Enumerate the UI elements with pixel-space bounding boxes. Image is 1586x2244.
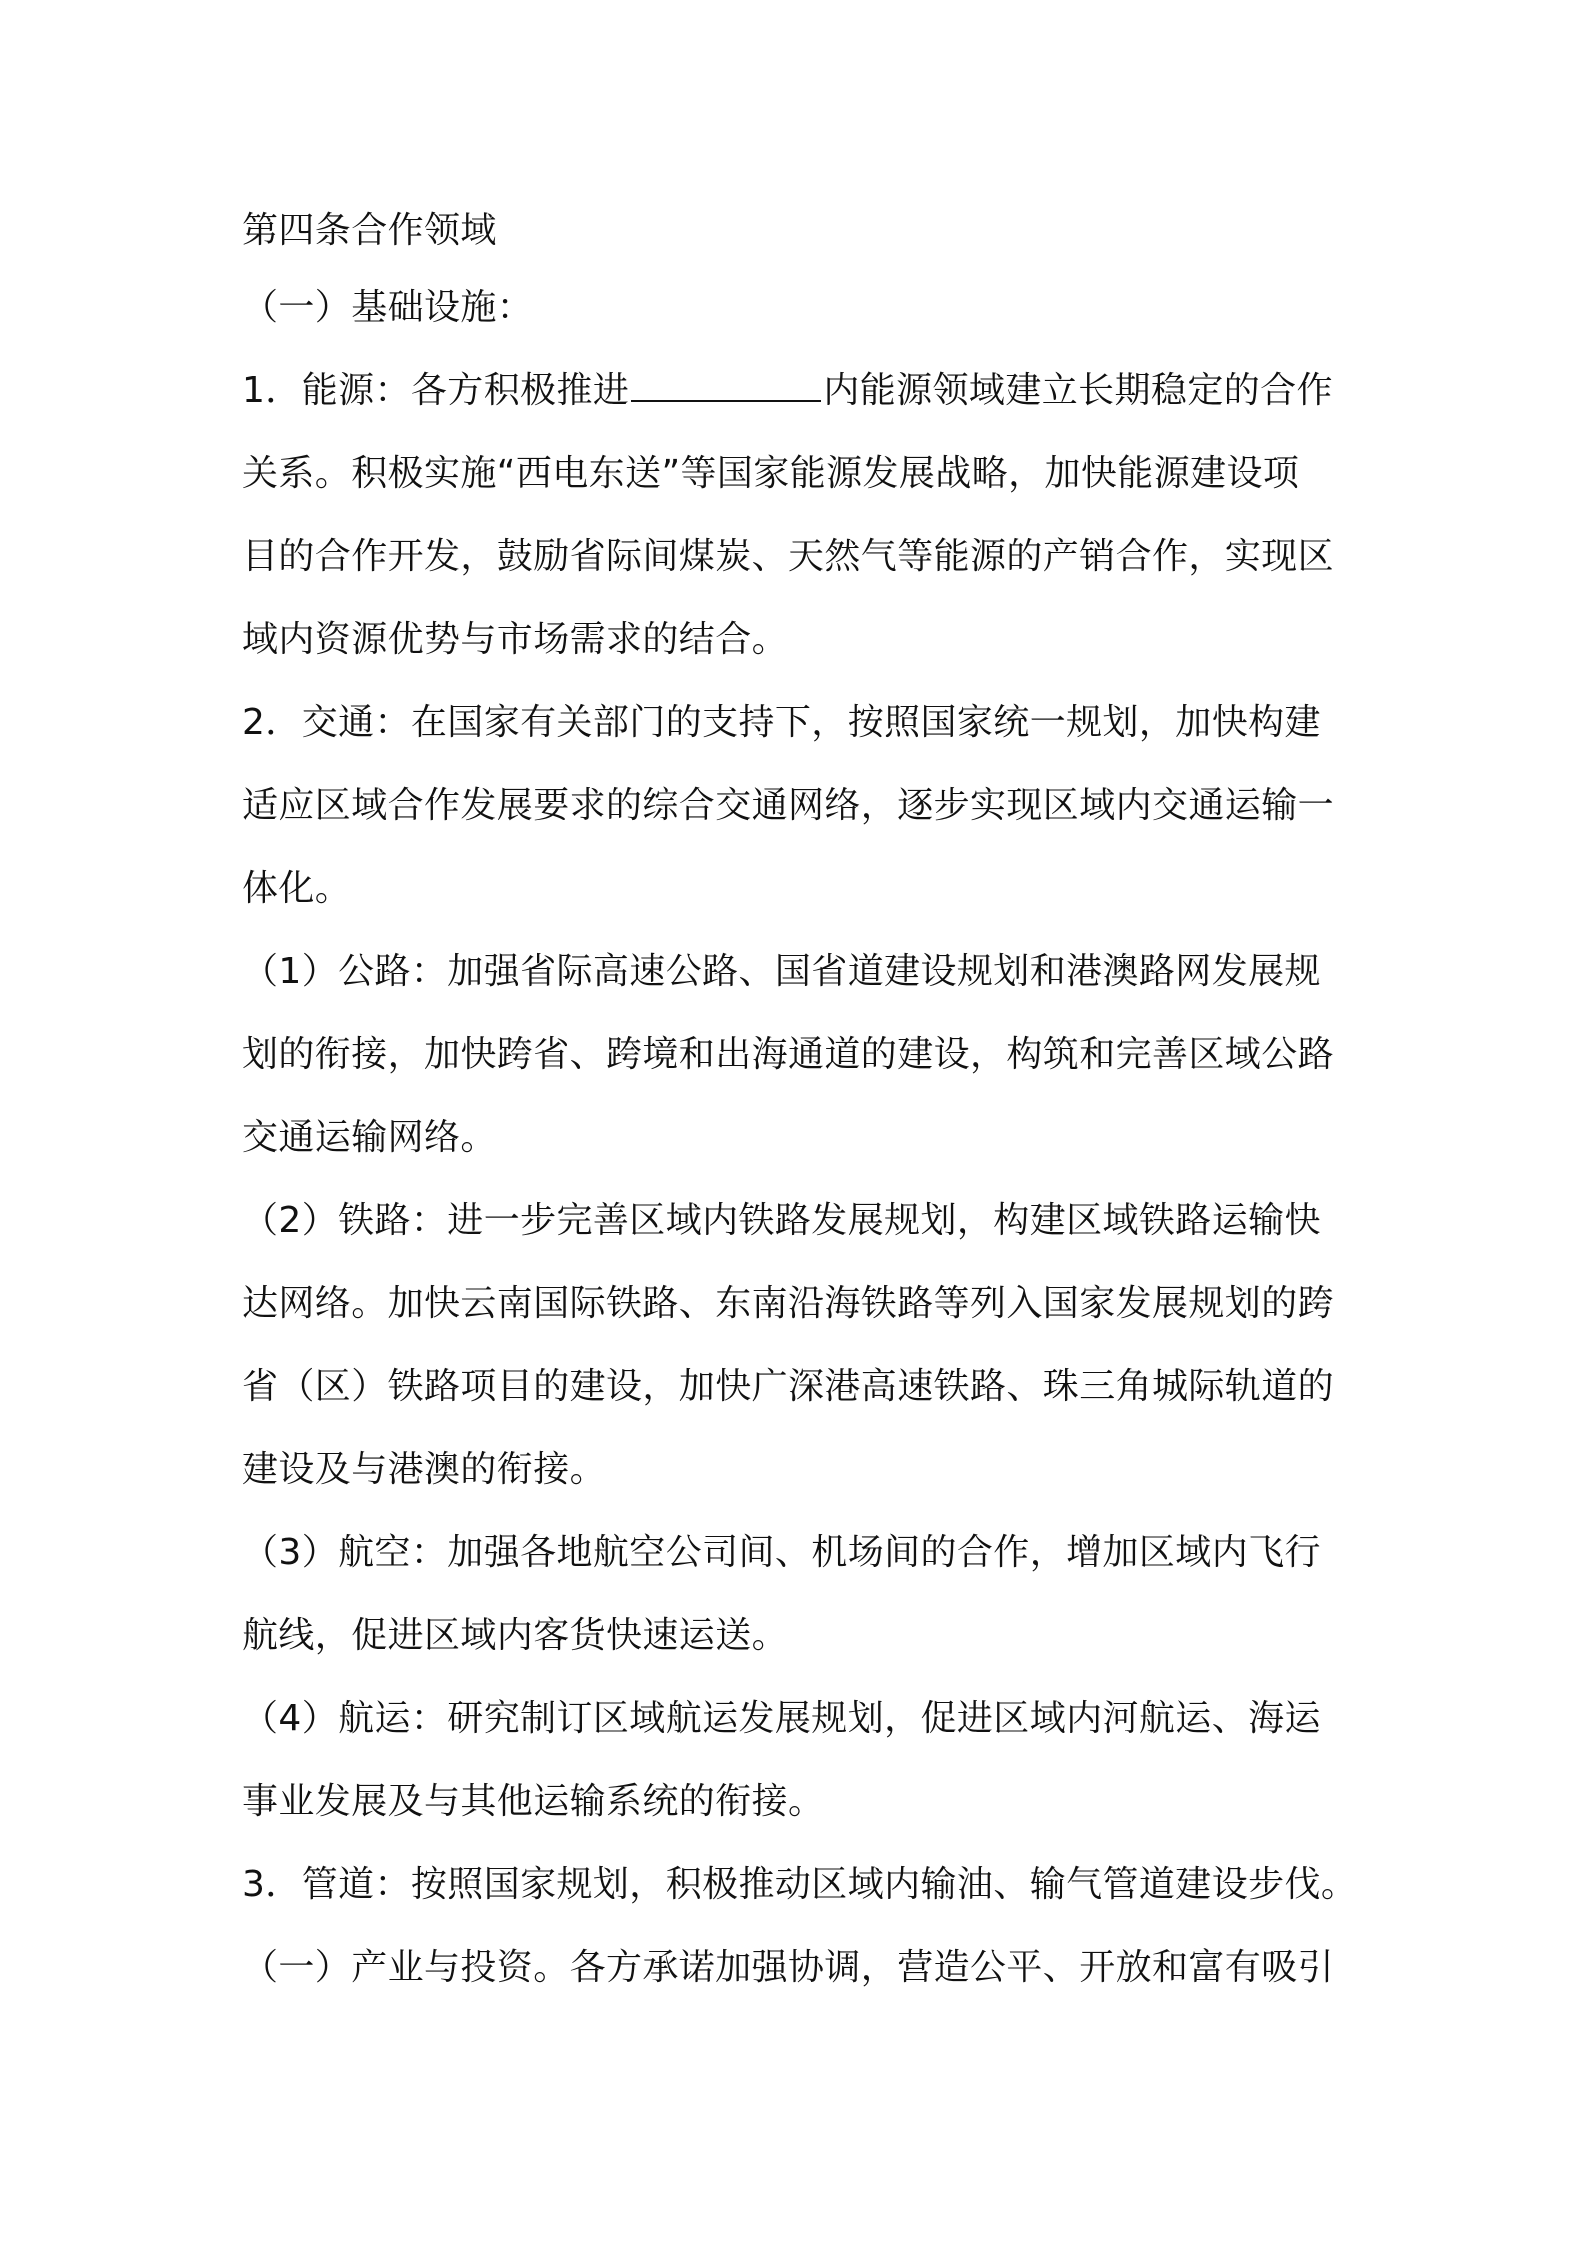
- paragraph-line: 目的合作开发，鼓励省际间煤炭、天然气等能源的产销合作，实现区: [242, 536, 1335, 577]
- paragraph-line: （1）公路：加强省际高速公路、国省道建设规划和港澳路网发展规: [242, 951, 1321, 992]
- paragraph-line: 关系。积极实施“西电东送”等国家能源发展战略，加快能源建设项: [242, 453, 1300, 494]
- paragraph-line: 达网络。加快云南国际铁路、东南沿海铁路等列入国家发展规划的跨: [242, 1283, 1335, 1324]
- article-heading: 第四条合作领域: [242, 210, 497, 251]
- paragraph-line: 3．管道：按照国家规划，积极推动区域内输油、输气管道建设步伐。: [242, 1864, 1358, 1905]
- paragraph-line: 交通运输网络。: [242, 1117, 497, 1158]
- document-body: [242, 196, 1362, 2009]
- paragraph-line: 体化。: [242, 868, 352, 909]
- paragraph-line: 域内资源优势与市场需求的结合。: [242, 619, 789, 660]
- paragraph-line: 2．交通：在国家有关部门的支持下，按照国家统一规划，加快构建: [242, 702, 1321, 743]
- paragraph-line: 航线，促进区域内客货快速运送。: [242, 1615, 789, 1656]
- paragraph-line: 省（区）铁路项目的建设，加快广深港高速铁路、珠三角城际轨道的: [242, 1366, 1335, 1407]
- paragraph-line: （一）产业与投资。各方承诺加强协调，营造公平、开放和富有吸引: [242, 1947, 1335, 1988]
- paragraph-line: （2）铁路：进一步完善区域内铁路发展规划，构建区域铁路运输快: [242, 1200, 1321, 1241]
- paragraph-line: 事业发展及与其他运输系统的衔接。: [242, 1781, 825, 1822]
- text-segment: 1．能源：各方积极推进: [242, 370, 630, 411]
- paragraph-line: 适应区域合作发展要求的综合交通网络，逐步实现区域内交通运输一: [242, 785, 1335, 826]
- paragraph-line: 建设及与港澳的衔接。: [242, 1449, 607, 1490]
- paragraph-line: （4）航运：研究制订区域航运发展规划，促进区域内河航运、海运: [242, 1698, 1321, 1739]
- paragraph-line: 划的衔接，加快跨省、跨境和出海通道的建设，构筑和完善区域公路: [242, 1034, 1335, 1075]
- fill-in-blank: [631, 370, 821, 402]
- section-heading-infrastructure: （一）基础设施：: [242, 287, 534, 328]
- paragraph-line: [242, 349, 1362, 432]
- text-segment: 内能源领域建立长期稳定的合作: [823, 370, 1333, 411]
- paragraph-line: （3）航空：加强各地航空公司间、机场间的合作，增加区域内飞行: [242, 1532, 1321, 1573]
